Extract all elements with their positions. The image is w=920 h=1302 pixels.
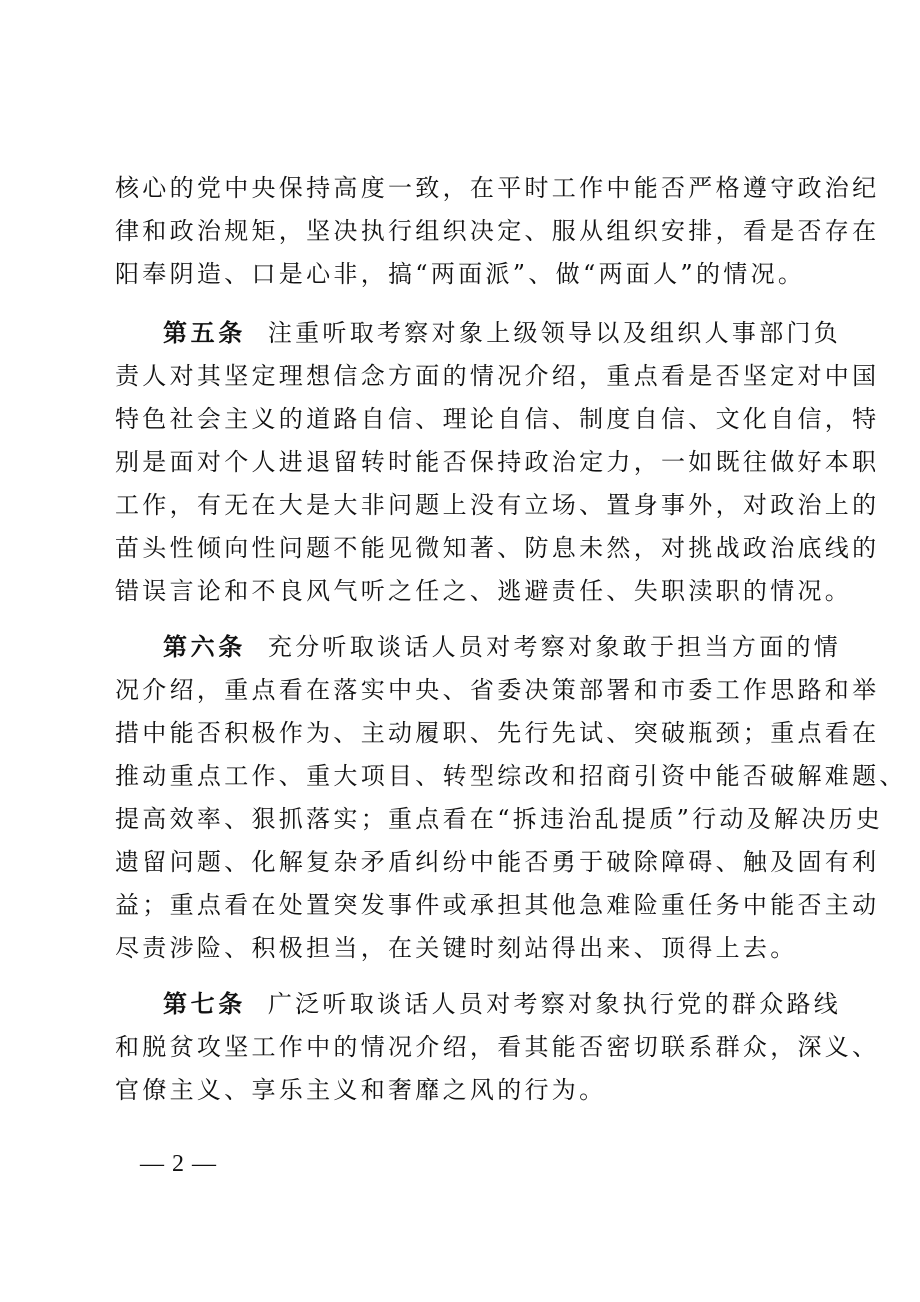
article-7-first-line-text: 广泛听取谈话人员对考察对象执行党的群众路线 xyxy=(267,990,842,1018)
article-7-line-2: 和脱贫攻坚工作中的情况介绍，看其能否密切联系群众，深义、 xyxy=(115,1033,880,1061)
article-6-first-line xyxy=(163,629,841,665)
article-6-line-2: 况介绍，重点看在落实中央、省委决策部署和市委工作思路和举 xyxy=(115,676,880,704)
paragraph-1-line-1: 核心的党中央保持高度一致，在平时工作中能否严格遵守政治纪 xyxy=(115,174,880,202)
article-6-line-5: 提高效率、狠抓落实；重点看在“拆违治乱提质”行动及解决历史 xyxy=(115,805,884,833)
article-5-line-2: 责人对其坚定理想信念方面的情况介绍，重点看是否坚定对中国 xyxy=(115,362,880,390)
paragraph-1-line-2: 律和政治规矩，坚决执行组织决定、服从组织安排，看是否存在 xyxy=(115,217,880,245)
article-5-line-3: 特色社会主义的道路自信、理论自信、制度自信、文化自信，特 xyxy=(115,405,880,433)
article-5-line-5: 工作，有无在大是大非问题上没有立场、置身事外，对政治上的 xyxy=(115,491,880,519)
article-5-line-4: 别是面对个人进退留转时能否保持政治定力，一如既往做好本职 xyxy=(115,448,880,476)
article-6-line-8: 尽责涉险、积极担当，在关键时刻站得出来、顶得上去。 xyxy=(115,934,798,962)
article-5-line-6: 苗头性倾向性问题不能见微知著、防息未然，对挑战政治底线的 xyxy=(115,534,880,562)
article-7-heading: 第七条 xyxy=(163,989,246,1018)
article-5-heading: 第五条 xyxy=(163,318,246,347)
article-6-heading: 第六条 xyxy=(163,632,246,661)
article-6-line-7: 益；重点看在处置突发事件或承担其他急难险重任务中能否主动 xyxy=(115,891,880,919)
article-7-line-3: 官僚主义、享乐主义和奢靡之风的行为。 xyxy=(115,1076,607,1104)
article-6-line-6: 遗留问题、化解复杂矛盾纠纷中能否勇于破除障碍、触及固有利 xyxy=(115,848,880,876)
page-number: — 2 — xyxy=(140,1151,217,1177)
article-6-first-line-text: 充分听取谈话人员对考察对象敢于担当方面的情 xyxy=(267,633,842,661)
article-7-first-line xyxy=(163,986,841,1022)
article-5-first-line-text: 注重听取考察对象上级领导以及组织人事部门负 xyxy=(267,319,842,347)
article-6-line-3: 措中能否积极作为、主动履职、先行先试、突破瓶颈；重点看在 xyxy=(115,719,880,747)
article-6-line-4: 推动重点工作、重大项目、转型综改和招商引资中能否破解难题、 xyxy=(115,762,907,790)
article-5-line-7: 错误言论和不良风气听之任之、逃避责任、失职渎职的情况。 xyxy=(115,577,853,605)
paragraph-1-line-3: 阳奉阴造、口是心非，搞“两面派”、做“两面人”的情况。 xyxy=(115,260,806,288)
article-5-first-line xyxy=(163,315,841,351)
